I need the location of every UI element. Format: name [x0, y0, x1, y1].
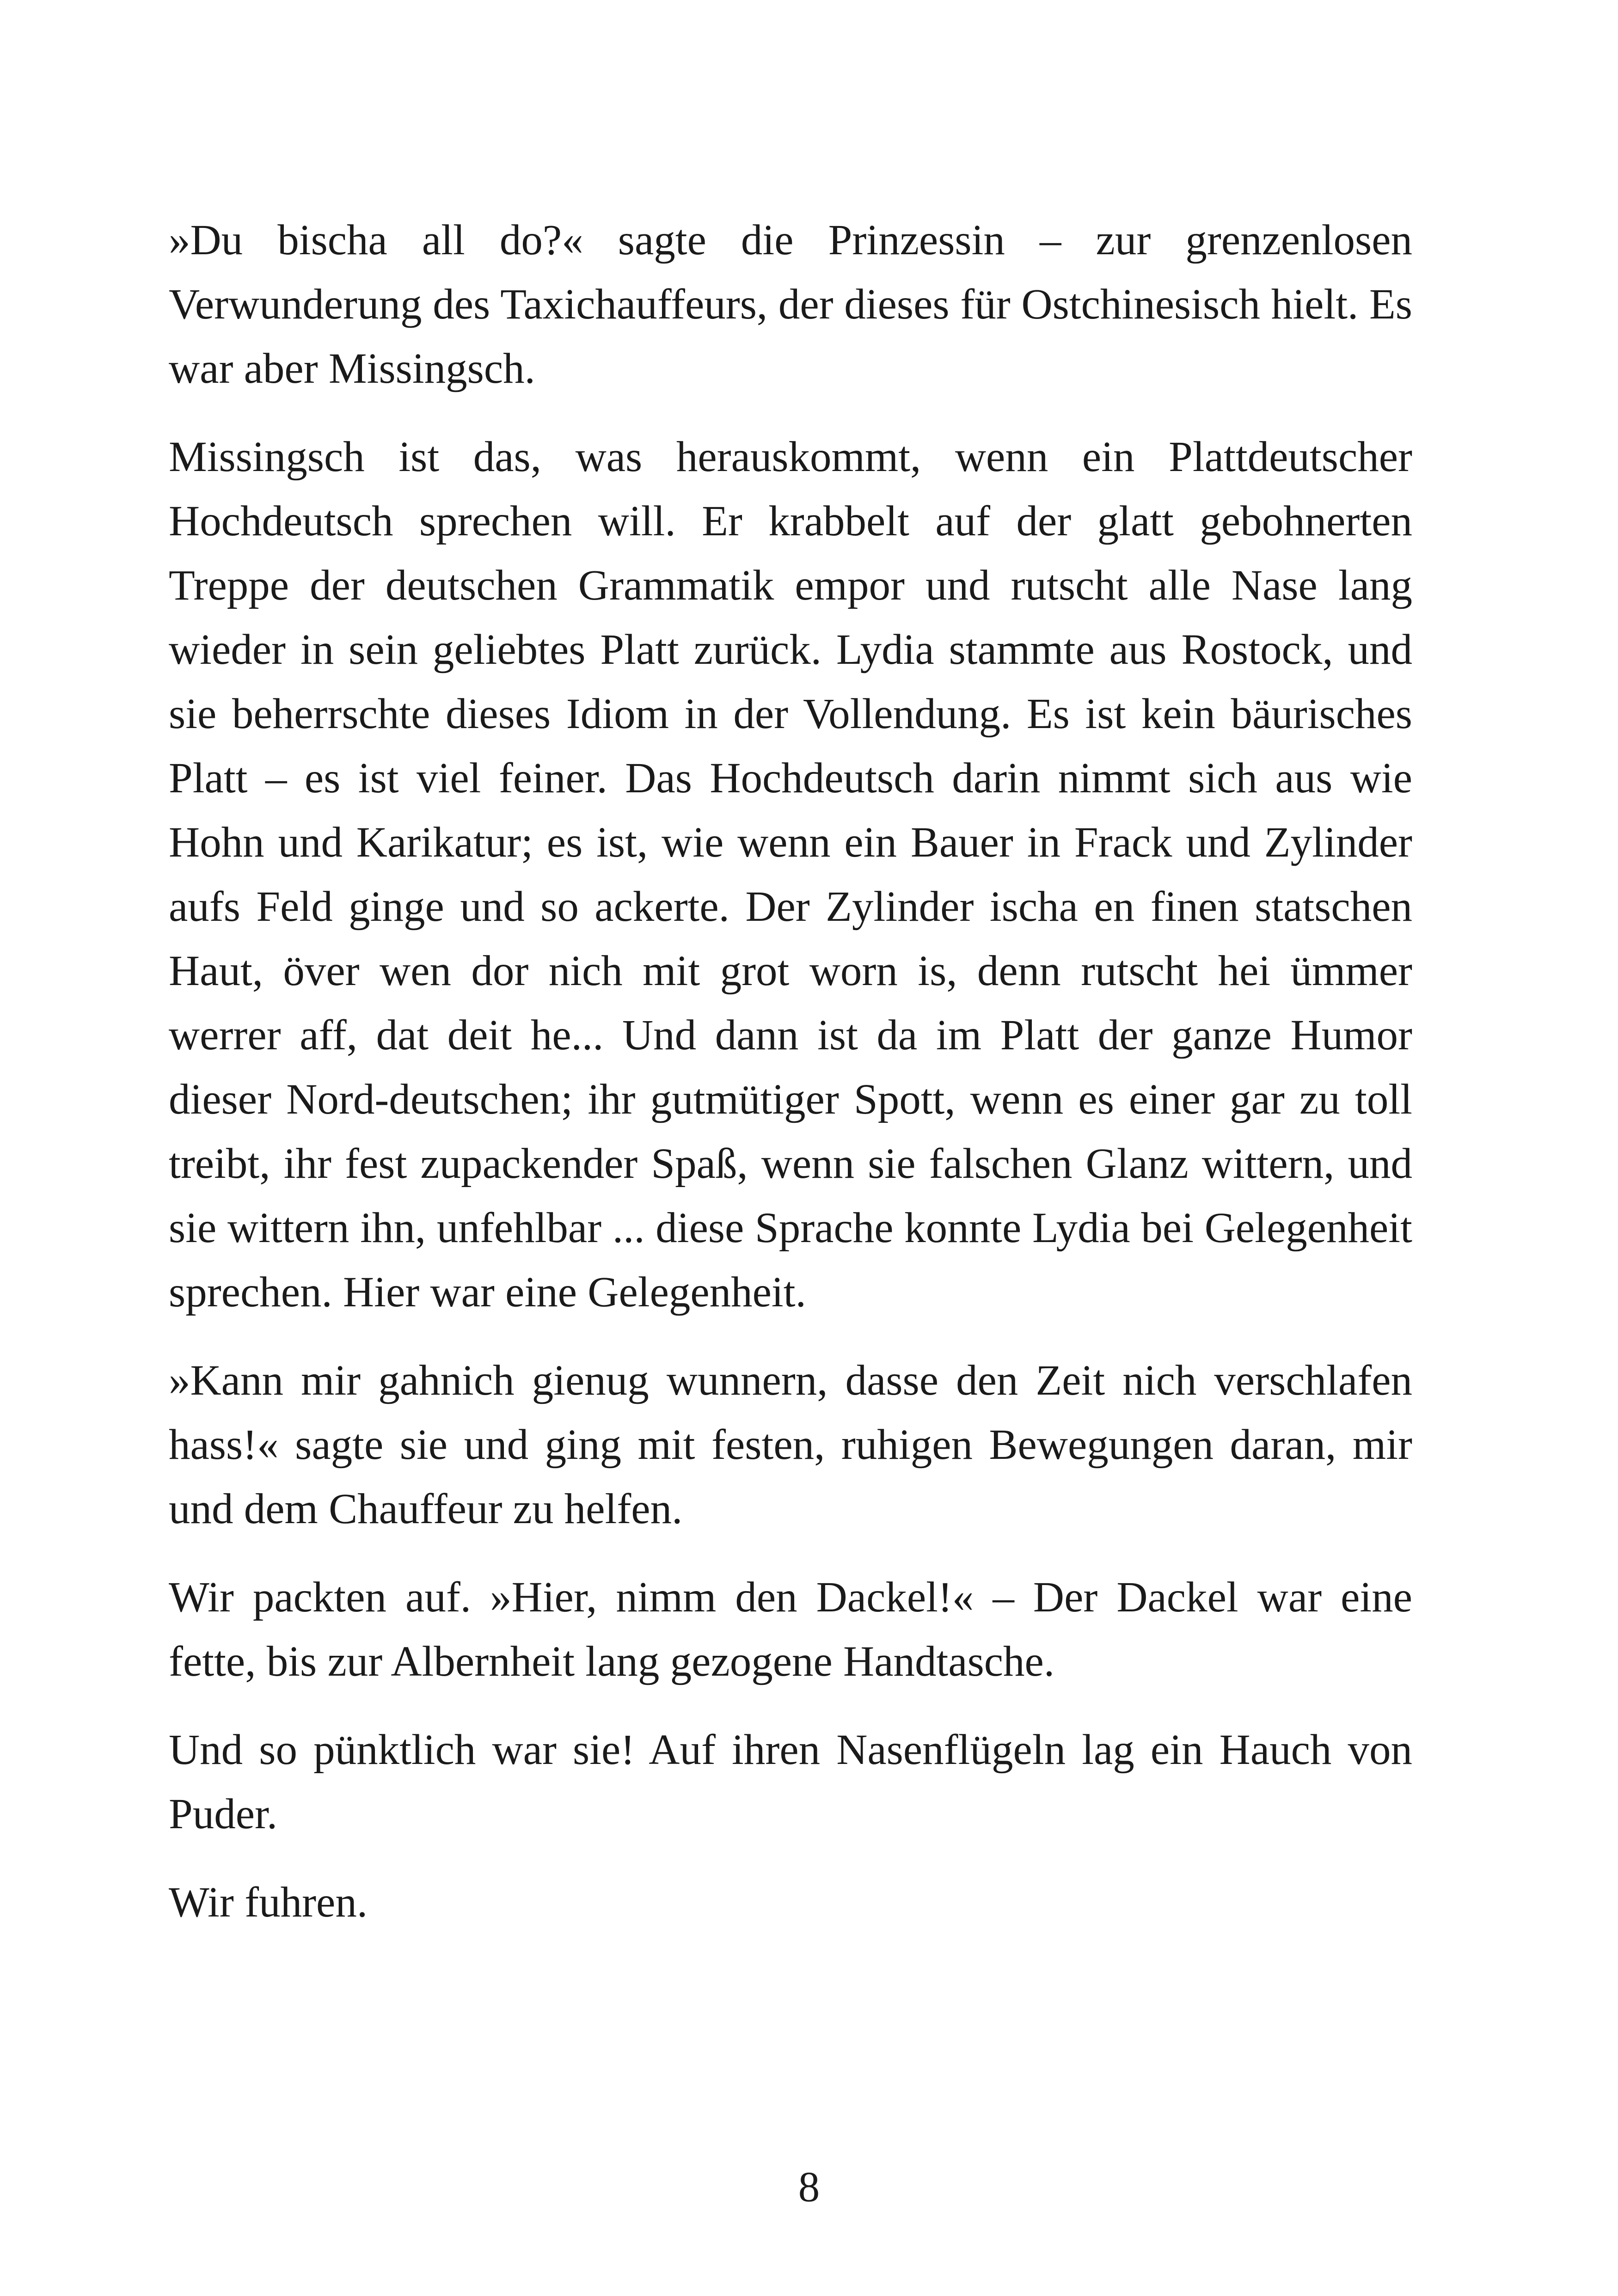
paragraph-4: Wir packten auf. »Hier, nimm den Dackel!« – Der Dackel war eine fette, bis zur Albernheit lang gezogene Handtasche.	[169, 1574, 1412, 1685]
page-number: 8	[798, 2163, 820, 2211]
paragraph-2: Missingsch ist das, was herauskommt, wenn ein Plattdeutscher Hochdeutsch sprechen will. Er krabbelt auf der glatt gebohnerten Treppe der deutschen Grammatik empor und rutscht alle Nase lang wieder in sein geliebtes Platt zurück. Lydia stammte aus Rostock, und sie beherrschte dieses Idiom in der Vollendung. Es ist kein bäurisches Platt – es ist viel feiner. Das Hochdeutsch darin nimmt sich aus wie Hohn und Karikatur; es ist, wie wenn ein Bauer in Frack und Zylinder aufs Feld ginge und so ackerte. Der Zylinder ischa en finen statschen Haut, över wen dor nich mit grot worn is, denn rutscht hei ümmer werrer aff, dat deit he... Und dann ist da im Platt der ganze Humor dieser Nord-deutschen; ihr gutmütiger Spott, wenn es einer gar zu toll treibt, ihr fest zupackender Spaß, wenn sie falschen Glanz wittern, und sie wittern ihn, unfehlbar ... diese Sprache konnte Lydia bei Gelegenheit sprechen. Hier war eine Gelegenheit.	[169, 433, 1412, 1316]
paragraph-6: Wir fuhren.	[169, 1879, 368, 1926]
body-text	[169, 208, 1412, 1959]
paragraph-5: Und so pünktlich war sie! Auf ihren Nasenflügeln lag ein Hauch von Puder.	[169, 1726, 1412, 1838]
paragraph-1: »Du bischa all do?« sagte die Prinzessin – zur grenzenlosen Verwunderung des Taxichauffeurs, der dieses für Ostchinesisch hielt. Es war aber Missingsch.	[169, 216, 1412, 392]
paragraph-3: »Kann mir gahnich gienug wunnern, dasse den Zeit nich verschlafen hass!« sagte sie und ging mit festen, ruhigen Bewegungen daran, mir und dem Chauffeur zu helfen.	[169, 1357, 1412, 1533]
